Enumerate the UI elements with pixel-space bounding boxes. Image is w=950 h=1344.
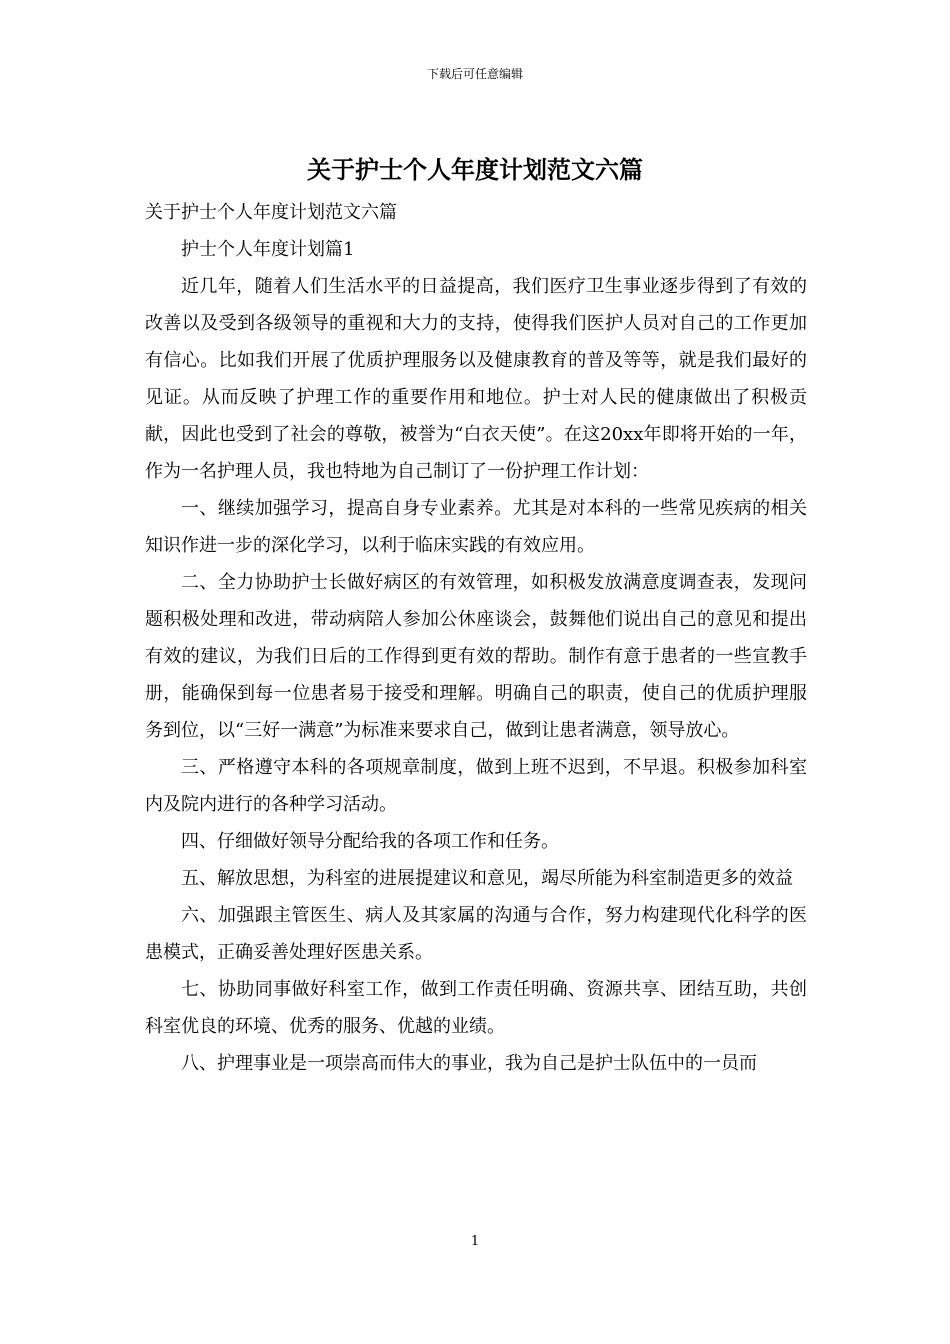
body-paragraph: 五、解放思想，为科室的进展提建议和意见，竭尽所能为科室制造更多的效益: [181, 868, 793, 889]
body-paragraph: 八、护理事业是一项崇高而伟大的事业，我为自己是护士队伍中的一员而: [181, 1053, 757, 1074]
page-header: 下载后可任意编辑: [426, 67, 523, 81]
document-body: [145, 194, 807, 1082]
body-paragraph: 三、严格遵守本科的各项规章制度，做到上班不迟到，不早退。积极参加科室内及院内进行的各种学习活动。: [145, 757, 807, 815]
section-heading: 护士个人年度计划篇1: [181, 239, 355, 260]
body-paragraph: 近几年，随着人们生活水平的日益提高，我们医疗卫生事业逐步得到了有效的改善以及受到各级领导的重视和大力的支持，使得我们医护人员对自己的工作更加有信心。比如我们开展了优质护理服务以及健康教育的普及等等，就是我们最好的见证。从而反映了护理工作的重要作用和地位。护士对人民的健康做出了积极贡献，因此也受到了社会的尊敬，被誉为“白衣天使”。在这20xx年即将开始的一年，作为一名护理人员，我也特地为自己制订了一份护理工作计划：: [145, 276, 807, 482]
document-title: 关于护士个人年度计划范文六篇: [307, 155, 643, 184]
body-paragraph: 六、加强跟主管医生、病人及其家属的沟通与合作，努力构建现代化科学的医患模式，正确妥善处理好医患关系。: [145, 905, 807, 963]
page-number: 1: [470, 1234, 480, 1249]
body-paragraph: 七、协助同事做好科室工作，做到工作责任明确、资源共享、团结互助，共创科室优良的环境、优秀的服务、优越的业绩。: [145, 979, 807, 1037]
body-paragraph: 四、仔细做好领导分配给我的各项工作和任务。: [181, 831, 559, 852]
body-paragraph: 一、继续加强学习，提高自身专业素养。尤其是对本科的一些常见疾病的相关知识作进一步的深化学习，以利于临床实践的有效应用。: [145, 498, 807, 556]
subtitle-paragraph: 关于护士个人年度计划范文六篇: [145, 202, 397, 223]
body-paragraph: 二、全力协助护士长做好病区的有效管理，如积极发放满意度调查表，发现问题积极处理和改进，带动病陪人参加公休座谈会，鼓舞他们说出自己的意见和提出有效的建议，为我们日后的工作得到更有效的帮助。制作有意于患者的一些宣教手册，能确保到每一位患者易于接受和理解。明确自己的职责，使自己的优质护理服务到位，以“三好一满意”为标准来要求自己，做到让患者满意，领导放心。: [145, 572, 807, 741]
